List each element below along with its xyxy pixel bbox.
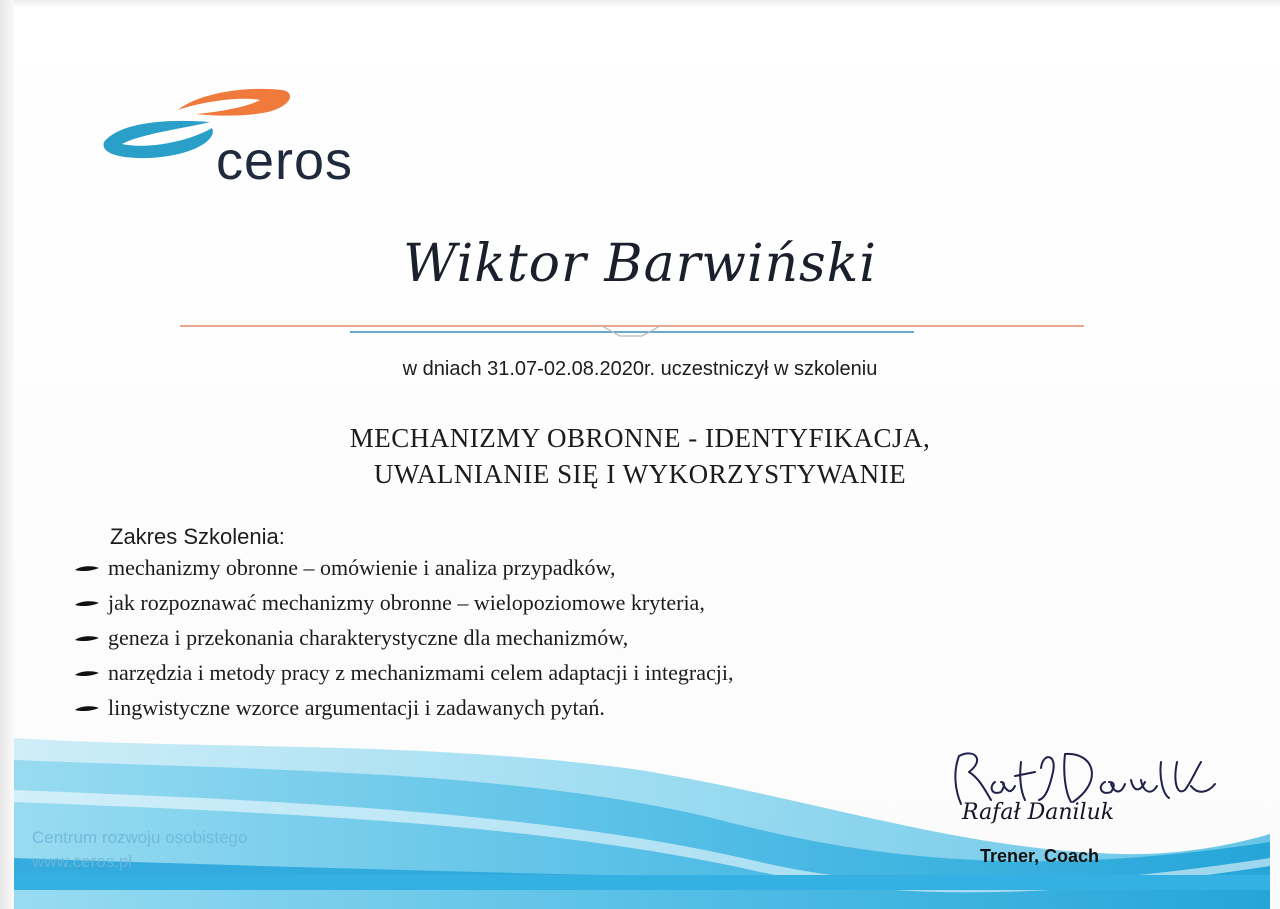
list-item-text: lingwistyczne wzorce argumentacji i zadawanych pytań. xyxy=(108,695,605,720)
scope-list xyxy=(74,552,733,727)
bullet-icon xyxy=(74,600,100,607)
list-item-text: narzędzia i metody pracy z mechanizmami celem adaptacji i integracji, xyxy=(108,660,734,685)
list-item xyxy=(74,692,733,727)
list-item xyxy=(74,587,733,622)
list-item-text: mechanizmy obronne – omówienie i analiza przypadków, xyxy=(108,555,616,580)
course-title-line: MECHANIZMY OBRONNE - IDENTYFIKACJA, xyxy=(349,423,931,453)
list-item-text: geneza i przekonania charakterystyczne dla mechanizmów, xyxy=(108,625,629,650)
list-item xyxy=(74,622,733,657)
bullet-icon xyxy=(74,565,100,572)
course-title xyxy=(0,420,1280,492)
list-item xyxy=(74,552,733,587)
ceros-logo xyxy=(100,84,410,191)
bullet-icon xyxy=(74,670,100,677)
bullet-icon xyxy=(74,635,100,642)
logo-wordmark: ceros xyxy=(216,131,354,191)
signer-name: Rafał Daniluk xyxy=(962,800,1115,825)
page-edge xyxy=(0,0,1280,6)
list-item xyxy=(74,657,733,692)
scope-heading: Zakres Szkolenia: xyxy=(110,524,285,549)
participation-statement: w dniach 31.07-02.08.2020r. uczestniczył w szkoleniu xyxy=(402,358,878,380)
course-title-line: UWALNIANIE SIĘ I WYKORZYSTYWANIE xyxy=(373,459,907,489)
footer-url: www.ceros.pl xyxy=(32,852,133,871)
bullet-icon xyxy=(74,705,100,712)
ornamental-divider xyxy=(180,318,1084,340)
recipient-name: Wiktor Barwiński xyxy=(403,234,877,294)
list-item-text: jak rozpoznawać mechanizmy obronne – wielopoziomowe kryteria, xyxy=(108,590,705,615)
footer-company: Centrum rozwoju osobistego xyxy=(32,828,248,847)
signer-role: Trener, Coach xyxy=(980,846,1100,866)
